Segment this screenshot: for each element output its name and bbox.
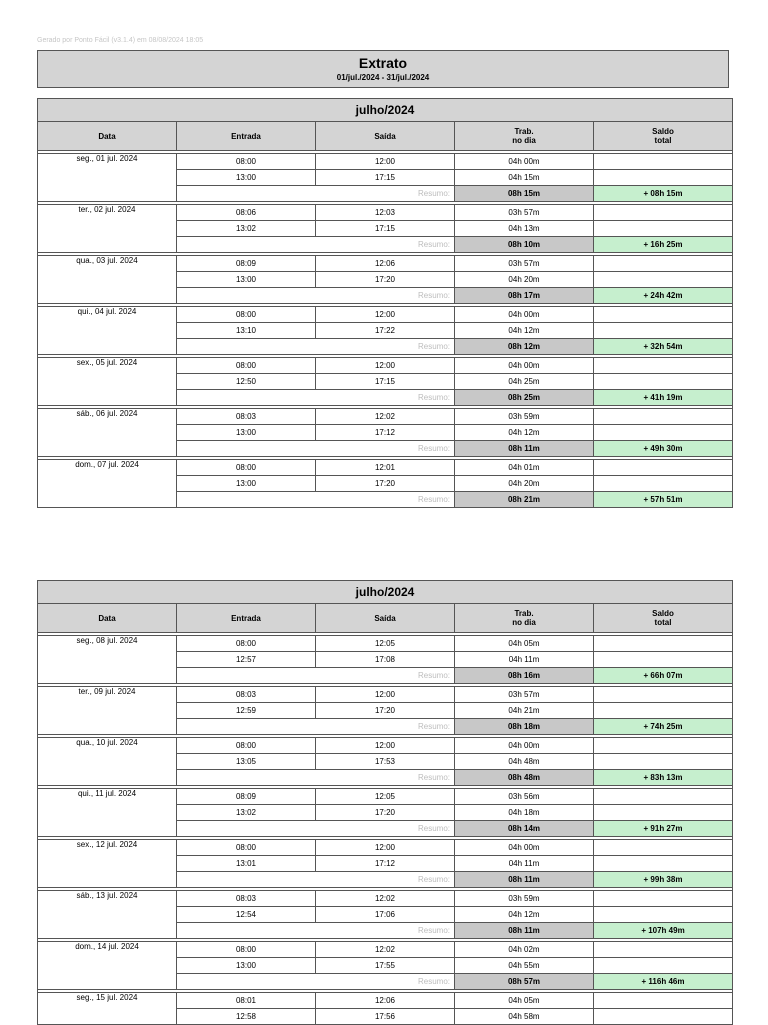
saldo-empty (594, 636, 733, 652)
entrada-time: 13:00 (177, 425, 316, 441)
saldo-empty (594, 805, 733, 821)
day-date: sex., 05 jul. 2024 (38, 358, 177, 406)
worked-hours: 03h 57m (455, 687, 594, 703)
saldo-total: + 57h 51m (594, 492, 733, 508)
entrada-time: 13:10 (177, 323, 316, 339)
entrada-time: 08:00 (177, 840, 316, 856)
saldo-empty (594, 154, 733, 170)
saida-time: 12:02 (316, 891, 455, 907)
saldo-empty (594, 205, 733, 221)
saldo-empty (594, 907, 733, 923)
worked-hours: 04h 12m (455, 907, 594, 923)
entrada-time: 08:00 (177, 636, 316, 652)
day-date: sáb., 13 jul. 2024 (38, 891, 177, 939)
worked-hours: 03h 56m (455, 789, 594, 805)
day-date: seg., 01 jul. 2024 (38, 154, 177, 202)
saida-time: 12:06 (316, 256, 455, 272)
table-row (38, 687, 733, 703)
resumo-label: Resumo: (177, 390, 455, 406)
day-date: ter., 09 jul. 2024 (38, 687, 177, 735)
worked-hours: 03h 57m (455, 256, 594, 272)
resumo-label: Resumo: (177, 923, 455, 939)
column-header-trab: Trab. no dia (455, 604, 594, 633)
column-header-date: Data (38, 604, 177, 633)
column-header-saida: Saída (316, 122, 455, 151)
entrada-time: 13:02 (177, 805, 316, 821)
saldo-empty (594, 687, 733, 703)
saldo-empty (594, 256, 733, 272)
saldo-empty (594, 409, 733, 425)
worked-hours: 04h 58m (455, 1009, 594, 1025)
resumo-total: 08h 14m (455, 821, 594, 837)
column-header-entrada: Entrada (177, 122, 316, 151)
entrada-time: 13:00 (177, 958, 316, 974)
saldo-empty (594, 789, 733, 805)
entrada-time: 08:09 (177, 256, 316, 272)
entrada-time: 13:00 (177, 170, 316, 186)
saida-time: 17:55 (316, 958, 455, 974)
resumo-label: Resumo: (177, 872, 455, 888)
table-row (38, 993, 733, 1009)
day-date: qui., 11 jul. 2024 (38, 789, 177, 837)
worked-hours: 04h 15m (455, 170, 594, 186)
saida-time: 12:01 (316, 460, 455, 476)
saldo-empty (594, 425, 733, 441)
saldo-empty (594, 840, 733, 856)
saldo-total: + 41h 19m (594, 390, 733, 406)
worked-hours: 04h 00m (455, 358, 594, 374)
resumo-label: Resumo: (177, 237, 455, 253)
worked-hours: 04h 12m (455, 323, 594, 339)
resumo-total: 08h 48m (455, 770, 594, 786)
saldo-total: + 99h 38m (594, 872, 733, 888)
worked-hours: 04h 25m (455, 374, 594, 390)
entrada-time: 08:00 (177, 738, 316, 754)
day-date: qua., 10 jul. 2024 (38, 738, 177, 786)
resumo-label: Resumo: (177, 288, 455, 304)
worked-hours: 04h 00m (455, 307, 594, 323)
entrada-time: 12:57 (177, 652, 316, 668)
table-row (38, 738, 733, 754)
saida-time: 12:06 (316, 993, 455, 1009)
saldo-total: + 107h 49m (594, 923, 733, 939)
saldo-empty (594, 307, 733, 323)
month-title: julho/2024 (38, 581, 733, 604)
table-row (38, 256, 733, 272)
saida-time: 12:00 (316, 307, 455, 323)
worked-hours: 04h 02m (455, 942, 594, 958)
column-header-date: Data (38, 122, 177, 151)
resumo-total: 08h 11m (455, 923, 594, 939)
saida-time: 12:02 (316, 409, 455, 425)
saldo-empty (594, 460, 733, 476)
resumo-total: 08h 57m (455, 974, 594, 990)
saldo-empty (594, 942, 733, 958)
table-row (38, 307, 733, 323)
saldo-total: + 116h 46m (594, 974, 733, 990)
saldo-total: + 32h 54m (594, 339, 733, 355)
entrada-time: 08:03 (177, 409, 316, 425)
entrada-time: 08:00 (177, 358, 316, 374)
saldo-empty (594, 738, 733, 754)
resumo-total: 08h 21m (455, 492, 594, 508)
entrada-time: 13:01 (177, 856, 316, 872)
saldo-empty (594, 856, 733, 872)
saldo-empty (594, 703, 733, 719)
column-header-saldo: Saldo total (594, 604, 733, 633)
saldo-total: + 83h 13m (594, 770, 733, 786)
saida-time: 12:02 (316, 942, 455, 958)
saida-time: 17:12 (316, 425, 455, 441)
saida-time: 12:00 (316, 154, 455, 170)
table-row (38, 205, 733, 221)
saida-time: 17:12 (316, 856, 455, 872)
worked-hours: 03h 57m (455, 205, 594, 221)
worked-hours: 03h 59m (455, 409, 594, 425)
saida-time: 17:56 (316, 1009, 455, 1025)
entrada-time: 12:54 (177, 907, 316, 923)
table-row (38, 891, 733, 907)
worked-hours: 04h 11m (455, 652, 594, 668)
resumo-total: 08h 18m (455, 719, 594, 735)
entrada-time: 12:58 (177, 1009, 316, 1025)
column-header-entrada: Entrada (177, 604, 316, 633)
report-date-range: 01/jul./2024 - 31/jul./2024 (336, 73, 430, 82)
saida-time: 17:15 (316, 374, 455, 390)
resumo-label: Resumo: (177, 441, 455, 457)
resumo-total: 08h 15m (455, 186, 594, 202)
saldo-empty (594, 958, 733, 974)
saldo-empty (594, 221, 733, 237)
table-row (38, 358, 733, 374)
day-date: seg., 08 jul. 2024 (38, 636, 177, 684)
worked-hours: 04h 01m (455, 460, 594, 476)
saldo-empty (594, 358, 733, 374)
resumo-label: Resumo: (177, 821, 455, 837)
entrada-time: 08:00 (177, 460, 316, 476)
table-row (38, 942, 733, 958)
day-date: dom., 14 jul. 2024 (38, 942, 177, 990)
day-date: seg., 15 jul. 2024 (38, 993, 177, 1025)
day-date: qua., 03 jul. 2024 (38, 256, 177, 304)
worked-hours: 04h 20m (455, 272, 594, 288)
day-date: ter., 02 jul. 2024 (38, 205, 177, 253)
saldo-empty (594, 993, 733, 1009)
worked-hours: 04h 00m (455, 840, 594, 856)
saida-time: 17:22 (316, 323, 455, 339)
table-row (38, 460, 733, 476)
saldo-empty (594, 1009, 733, 1025)
saida-time: 12:05 (316, 636, 455, 652)
entrada-time: 08:01 (177, 993, 316, 1009)
saida-time: 12:00 (316, 358, 455, 374)
resumo-total: 08h 25m (455, 390, 594, 406)
saida-time: 12:00 (316, 840, 455, 856)
resumo-label: Resumo: (177, 186, 455, 202)
column-header-saldo: Saldo total (594, 122, 733, 151)
table-row (38, 409, 733, 425)
worked-hours: 04h 00m (455, 154, 594, 170)
resumo-label: Resumo: (177, 770, 455, 786)
entrada-time: 12:59 (177, 703, 316, 719)
report-header (37, 50, 729, 88)
resumo-label: Resumo: (177, 668, 455, 684)
worked-hours: 04h 20m (455, 476, 594, 492)
resumo-total: 08h 11m (455, 441, 594, 457)
saldo-empty (594, 891, 733, 907)
resumo-label: Resumo: (177, 719, 455, 735)
saldo-empty (594, 476, 733, 492)
saldo-empty (594, 272, 733, 288)
saida-time: 17:15 (316, 170, 455, 186)
day-date: dom., 07 jul. 2024 (38, 460, 177, 508)
worked-hours: 04h 18m (455, 805, 594, 821)
generated-note: Gerado por Ponto Fácil (v3.1.4) em 08/08/2024 18:05 (37, 37, 204, 44)
entrada-time: 08:03 (177, 891, 316, 907)
saida-time: 17:06 (316, 907, 455, 923)
day-date: sex., 12 jul. 2024 (38, 840, 177, 888)
resumo-total: 08h 17m (455, 288, 594, 304)
column-header-trab: Trab. no dia (455, 122, 594, 151)
saida-time: 12:00 (316, 687, 455, 703)
column-header-saida: Saída (316, 604, 455, 633)
month-table (37, 98, 733, 508)
saida-time: 17:20 (316, 476, 455, 492)
month-table (37, 580, 733, 1025)
worked-hours: 04h 48m (455, 754, 594, 770)
report-title: Extrato (358, 55, 408, 71)
saldo-empty (594, 754, 733, 770)
saldo-total: + 66h 07m (594, 668, 733, 684)
resumo-label: Resumo: (177, 974, 455, 990)
resumo-total: 08h 11m (455, 872, 594, 888)
saida-time: 17:20 (316, 703, 455, 719)
entrada-time: 08:06 (177, 205, 316, 221)
entrada-time: 08:03 (177, 687, 316, 703)
saida-time: 17:08 (316, 652, 455, 668)
resumo-total: 08h 16m (455, 668, 594, 684)
saldo-total: + 24h 42m (594, 288, 733, 304)
saldo-empty (594, 652, 733, 668)
entrada-time: 13:02 (177, 221, 316, 237)
table-row (38, 789, 733, 805)
worked-hours: 04h 13m (455, 221, 594, 237)
saldo-empty (594, 170, 733, 186)
entrada-time: 13:00 (177, 272, 316, 288)
worked-hours: 04h 11m (455, 856, 594, 872)
resumo-total: 08h 12m (455, 339, 594, 355)
saida-time: 12:00 (316, 738, 455, 754)
entrada-time: 12:50 (177, 374, 316, 390)
resumo-total: 08h 10m (455, 237, 594, 253)
day-date: qui., 04 jul. 2024 (38, 307, 177, 355)
saldo-total: + 74h 25m (594, 719, 733, 735)
table-row (38, 636, 733, 652)
worked-hours: 04h 00m (455, 738, 594, 754)
saida-time: 17:20 (316, 272, 455, 288)
resumo-label: Resumo: (177, 339, 455, 355)
entrada-time: 13:00 (177, 476, 316, 492)
saldo-total: + 91h 27m (594, 821, 733, 837)
month-title: julho/2024 (38, 99, 733, 122)
saida-time: 17:15 (316, 221, 455, 237)
entrada-time: 08:00 (177, 942, 316, 958)
resumo-label: Resumo: (177, 492, 455, 508)
worked-hours: 04h 55m (455, 958, 594, 974)
entrada-time: 13:05 (177, 754, 316, 770)
saldo-total: + 49h 30m (594, 441, 733, 457)
entrada-time: 08:00 (177, 307, 316, 323)
worked-hours: 04h 21m (455, 703, 594, 719)
entrada-time: 08:00 (177, 154, 316, 170)
table-row (38, 840, 733, 856)
table-row (38, 154, 733, 170)
saida-time: 17:20 (316, 805, 455, 821)
saida-time: 12:05 (316, 789, 455, 805)
saldo-total: + 08h 15m (594, 186, 733, 202)
worked-hours: 04h 05m (455, 993, 594, 1009)
saldo-total: + 16h 25m (594, 237, 733, 253)
entrada-time: 08:09 (177, 789, 316, 805)
worked-hours: 03h 59m (455, 891, 594, 907)
saldo-empty (594, 374, 733, 390)
day-date: sáb., 06 jul. 2024 (38, 409, 177, 457)
worked-hours: 04h 12m (455, 425, 594, 441)
worked-hours: 04h 05m (455, 636, 594, 652)
saida-time: 12:03 (316, 205, 455, 221)
saldo-empty (594, 323, 733, 339)
saida-time: 17:53 (316, 754, 455, 770)
